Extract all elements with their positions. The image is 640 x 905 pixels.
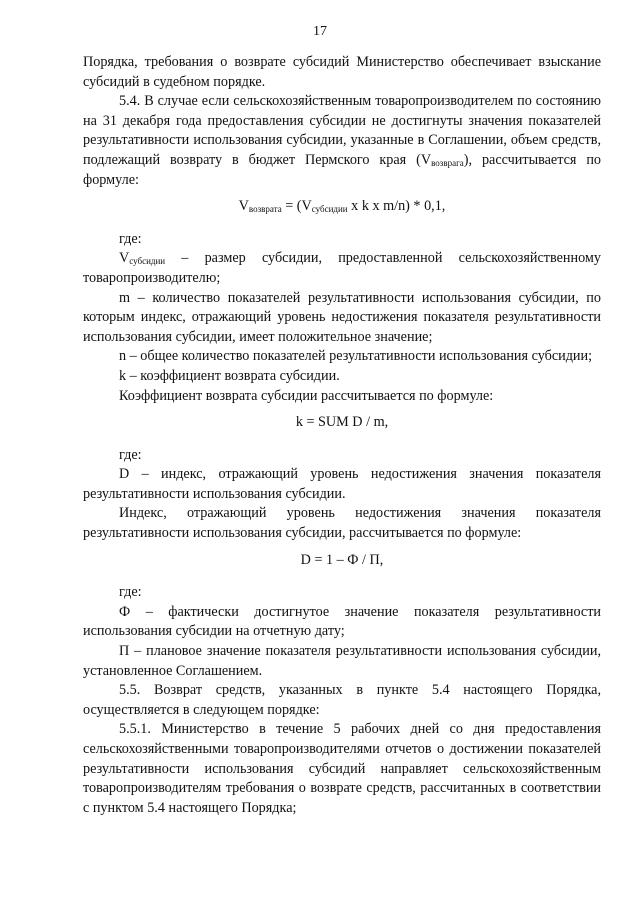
page-number: 17: [313, 24, 327, 39]
formula-k: k = SUM D / m,: [295, 414, 389, 431]
formula-v-return: [83, 197, 601, 217]
definition-v-subscript: субсидии: [129, 256, 166, 267]
definition-v-subsidy: [83, 249, 601, 288]
where-label-1: где:: [119, 230, 142, 247]
definition-f: Ф – фактически достигнутое значение показателя результативности использования субсидии на отчетную дату;: [83, 603, 601, 640]
paragraph-5-4-tail: ), рассчитывается по формуле:: [83, 151, 601, 188]
paragraph-continuation: Порядка, требования о возврате субсидий Министерство обеспечивает взыскание субсидий в судебном порядке.: [83, 54, 601, 90]
paragraph-5-4-text: 5.4. В случае если сельскохозяйственным товаропроизводителем по состоянию на 31 декабря года предоставления субсидии не достигнуты значения показателей результативности использования субсидии, указанные в Соглашении, объем средств, подлежащий возврату в бюджет Пермского края (V: [83, 93, 601, 168]
formula-v-subscript: возврата: [248, 204, 282, 215]
where-label-3: где:: [119, 584, 142, 601]
k-formula-intro: Коэффициент возврата субсидии рассчитывается по формуле:: [119, 387, 494, 404]
formula-subsidy-subscript: субсидии: [311, 204, 348, 215]
paragraph-5-4: [83, 92, 601, 190]
formula-middle: = (V: [281, 198, 312, 215]
formula-v-symbol: V: [238, 198, 249, 215]
paragraph-5-5: 5.5. Возврат средств, указанных в пункте 5.4 настоящего Порядка, осуществляется в следующем порядке:: [83, 682, 601, 718]
definition-d: D – индекс, отражающий уровень недостижения значения показателя результативности использования субсидии.: [83, 466, 601, 502]
paragraph-5-5-1: 5.5.1. Министерство в течение 5 рабочих дней со дня предоставления сельскохозяйственными товаропроизводителями отчетов о достижении показателей результативности использования субсидий направляет сельскохозяйственным товаропроизводителям требования о возврате средств, рассчитанных в соответствии с пунктом 5.4 настоящего Порядка;: [83, 721, 601, 816]
definition-m: m – количество показателей результативности использования субсидии, по которым индекс, отражающий уровень недостижения показателя результативности использования субсидии, имеет положительное значение;: [83, 289, 601, 345]
definition-p: П – плановое значение показателя результативности использования субсидии, установленное Соглашением.: [83, 643, 601, 679]
page-content: [83, 53, 601, 818]
paragraph-5-4-subscript: возврага: [431, 157, 464, 168]
formula-d: D = 1 – Ф / П,: [300, 551, 384, 568]
definition-v-symbol: V: [119, 250, 130, 267]
definition-n: n – общее количество показателей результативности использования субсидии;: [119, 348, 593, 365]
d-formula-intro: Индекс, отражающий уровень недостижения значения показателя результативности использования субсидии, рассчитывается по формуле:: [83, 505, 601, 542]
where-label-2: где:: [119, 446, 142, 463]
definition-v-text: – размер субсидии, предоставленной сельскохозяйственному товаропроизводителю;: [83, 250, 601, 286]
formula-tail: x k x m/n) * 0,1,: [347, 198, 446, 215]
definition-k: k – коэффициент возврата субсидии.: [119, 367, 340, 384]
